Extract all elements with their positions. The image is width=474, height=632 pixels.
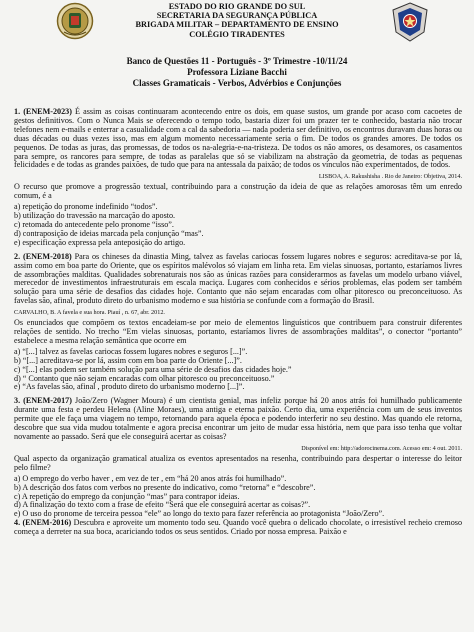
school-name: COLÉGIO TIRADENTES — [189, 29, 285, 39]
question-1-stem: O recurso que promove a progressão textual, contribuindo para a construção da ideia de que as relações amorosas têm um enredo comum, é a — [14, 182, 462, 201]
questions-body — [14, 108, 462, 540]
question-3-option-b[interactable]: b) A descrição dos fatos com verbos no presente do indicativo, como “retorna” e “descobre”. — [14, 482, 316, 492]
question-1-number: 1. (ENEM-2023) — [14, 107, 72, 116]
question-2-passage: Para os chineses da dinastia Ming, talvez as favelas cariocas fossem lugares nobres e seguros: acreditava-se por lá, assim como em boa parte do Oriente, que os espíritos malévolos só viajam em linha reta. Em vielas sinuosas, portanto, estaríamos livres de assombrações malditas. Qualidades sobrenaturais nos são as únicas razões para considerarmos as favelas um modelo urbano viável, merecedor de investimentos infraestruturais em escala maciça. Lugares com conhecidos e sérios problemas, elas podem ser também solução para uma série de desafios das cidades hoje. Contanto que não sejam encaradas com olhar pitoresco ou preconceituoso. As favelas são, afinal, produto direto do urbanismo moderno e sua história se confunde com a formação do Brasil. — [14, 251, 462, 306]
question-3-stem: Qual aspecto da organização gramatical atualiza os eventos apresentados na resenha, contribuindo para despertar o interesse do leitor pelo filme? — [14, 453, 462, 472]
question-3-option-c[interactable]: c) A repetição do emprego da conjunção “mas” para contrapor ideias. — [14, 491, 240, 501]
question-2-option-b[interactable]: b) “[...] acreditava-se por lá, assim com em boa parte do Oriente [...]”. — [14, 355, 242, 365]
question-bank-title: Banco de Questões 11 - Português - 3º Trimestre -10/11/24 — [126, 56, 348, 66]
document-header — [0, 0, 474, 106]
question-1-option-a[interactable]: a) repetição do pronome indefinido “todos”. — [14, 202, 158, 212]
question-2-source: CARVALHO, B. A favela e sua hora. Piauí , n. 67, abr. 2012. — [14, 309, 165, 317]
question-2-option-d[interactable]: d) “ Contanto que não sejam encaradas com olhar pitoresco ou preconceituoso.” — [14, 373, 275, 383]
question-3-number: 3. (ENEM-2017) — [14, 396, 72, 406]
teacher-name: Professora Liziane Bacchi — [187, 67, 287, 78]
question-3-option-e[interactable]: e) O uso do pronome de terceira pessoa “ele” ao longo do texto para fazer referência ao protagonista “João/Zero”. — [14, 509, 385, 519]
question-1-source: LISBOA, A. Rakushisha . Rio de Janeiro: Objetiva, 2014. — [318, 173, 462, 181]
secretariat-name: SECRETARIA DA SEGURANÇA PÚBLICA — [156, 11, 318, 21]
question-4-text — [14, 519, 462, 537]
question-3-option-d[interactable]: d) A finalização do texto com a frase de efeito “Será que ele conseguirá acertar as coisas?”. — [14, 500, 311, 510]
question-2-text — [14, 253, 462, 306]
question-2-stem: Os enunciados que compõem os textos encadeiam-se por meio de elementos linguísticos que contribuem para construir diferentes relações de sentido. No trecho “Em vielas sinuosas, portanto, estaríamos livres de assombrações malditas”, o conector “portanto” estabelece a mesma relação semântica que ocorre em — [14, 318, 462, 345]
question-2-option-c[interactable]: c) “[...] elas podem ser também solução para uma série de desafios das cidades hoje.” — [14, 364, 292, 374]
question-2-option-e[interactable]: e) “As favelas são, afinal , produto direto do urbanismo moderno [...]”. — [14, 382, 245, 392]
question-3-passage: João/Zero (Wagner Moura) é um cientista genial, mas infeliz porque há 20 anos atrás foi humilhado publicamente durante uma festa e perdeu Helena (Aline Moraes), uma antiga e eterna paixão. Certo dia, uma experiência com um de seus inventos permite que ele faça uma viagem no tempo, retornando para aquela época e podendo interferir no seu destino. Mas quando ele retorna, descobre que sua vida mudou totalmente e agora precisa encontrar um jeito de mudar essa história, nem que para isso tenha que voltar novamente ao passado. Será que ele conseguirá acertar as coisas? — [14, 396, 463, 441]
question-1-passage: É assim as coisas continuaram acontecendo entre os dois, em quase sustos, um grande por acaso com cacoetes de gestos definitivos. Com o Nunca Mais se oferecendo o tempo todo, bastaria dizer foi um prazer ter te conhecido, bastaria não trocar telefones nem e-mails e enterrar a casualidade com a cal da sabedoria — nada poderia ser definitivo, os encontros duravam duas horas ou duas décadas ou duas vezes isso, mas em algum momento necessariamente seria o fim. De todos os grandes amores. De todos os pequenos. De todas as juras, das promessas, de todos os na-alegria-e-na-tristeza. De todos os não amores, os desamores, os casamentos para sempre, os rancores para sempre, de todas as paralelas que só se viabilizam na abstração da geometria, de todas as pequenas felicidades e de todas as grandes paixões, de tudo que para na antessala da paixão; de todos os vínculos não experimentados, de todos. — [14, 107, 463, 170]
question-3 — [14, 397, 462, 519]
department-name: BRIGADA MILITAR – DEPARTAMENTO DE ENSINO — [135, 20, 339, 30]
question-3-option-a[interactable]: a) O emprego do verbo haver , em vez de ter , em “há 20 anos atrás foi humilhado”. — [14, 473, 287, 483]
question-4-passage: Descubra e aproveite um momento todo seu. Quando você quebra o delicado chocolate, o irresistível recheio cremoso começa a derreter na sua boca, acariciando todos os seus sentidos. Criado por nossa empresa. Paixão e — [14, 518, 463, 537]
question-2-option-a[interactable]: a) “[...] talvez as favelas cariocas fossem lugares nobres e seguros [...]”. — [14, 346, 248, 356]
question-1-text — [14, 108, 462, 170]
topic-title: Classes Gramaticais - Verbos, Advérbios e Conjunções — [132, 78, 342, 89]
question-1-option-e[interactable]: e) especificação expressa pela anteposição do artigo. — [14, 237, 186, 247]
state-name: ESTADO DO RIO GRANDE DO SUL — [168, 2, 306, 11]
title-block — [0, 56, 474, 90]
question-3-source: Disponível em: http://adorocinema.com. Acesso em: 4 out. 2011. — [301, 444, 462, 452]
question-4 — [14, 519, 462, 537]
question-2 — [14, 253, 462, 393]
institution-block — [0, 2, 474, 39]
question-1-option-d[interactable]: d) contraposição de ideias marcada pela conjunção “mas”. — [14, 228, 204, 238]
question-1-option-b[interactable]: b) utilização do travessão na marcação do aposto. — [14, 211, 176, 221]
question-2-number: 2. (ENEM-2018) — [14, 251, 72, 261]
question-1 — [14, 108, 462, 248]
question-4-number: 4. (ENEM-2016) — [14, 518, 72, 528]
question-3-text — [14, 397, 462, 442]
question-1-option-c[interactable]: c) retomada do antecedente pelo pronome “isso”. — [14, 219, 174, 229]
